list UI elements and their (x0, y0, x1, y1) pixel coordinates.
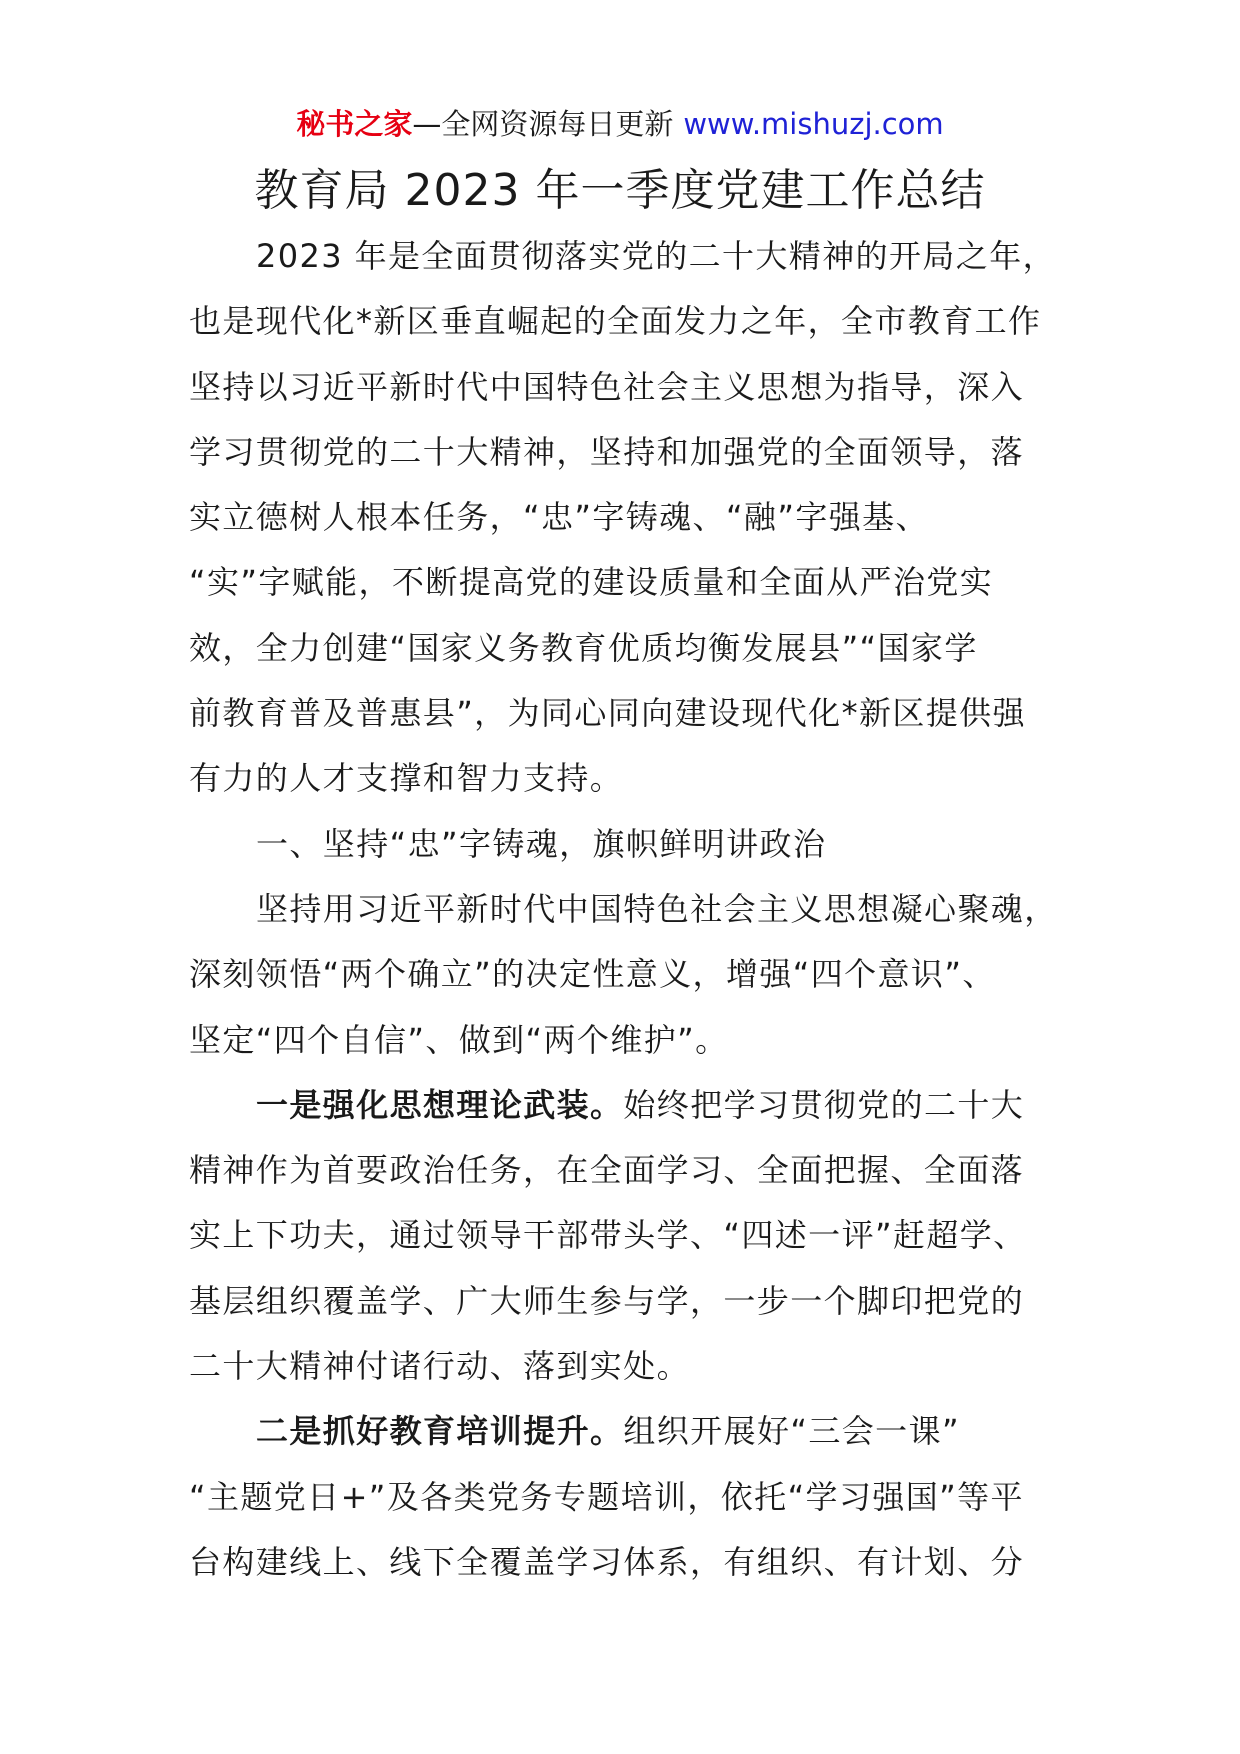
paragraph-line: 坚定“四个自信”、做到“两个维护”。 (189, 1020, 729, 1059)
paragraph-line: 深刻领悟“两个确立”的决定性意义，增强“四个意识”、 (189, 955, 996, 994)
paragraph-line: 效，全力创建“国家义务教育优质均衡发展县”“国家学 (189, 628, 978, 667)
paragraph-text: 始终把学习贯彻党的二十大 (623, 1085, 1025, 1124)
document-title: 教育局 2023 年一季度党建工作总结 (254, 165, 986, 216)
paragraph-line: “主题党日+”及各类党务专题培训，依托“学习强国”等平 (189, 1477, 1024, 1516)
paragraph-line: 精神作为首要政治任务，在全面学习、全面把握、全面落 (189, 1151, 1025, 1190)
header-url: www.mishuzj.com (683, 107, 944, 141)
paragraph-line: 学习贯彻党的二十大精神，坚持和加强党的全面领导，落 (189, 432, 1025, 471)
bold-lead: 二是抓好教育培训提升。 (256, 1412, 624, 1451)
item-paragraph-2 (189, 1399, 1069, 1595)
paragraph-line: 2023 年是全面贯彻落实党的二十大精神的开局之年， (256, 237, 1057, 275)
bold-lead: 一是强化思想理论武装。 (256, 1085, 624, 1124)
paragraph-line: “实”字赋能，不断提高党的建设质量和全面从严治党实 (189, 563, 994, 602)
brand-name: 秘书之家 (296, 107, 413, 141)
intro-paragraph (189, 224, 1069, 812)
paragraph-line: 坚持用习近平新时代中国特色社会主义思想凝心聚魂， (256, 889, 1058, 928)
section-heading: 一、坚持“忠”字铸魂，旗帜鲜明讲政治 (256, 824, 827, 863)
item-paragraph-1 (189, 1073, 1069, 1399)
site-header (0, 104, 1240, 144)
section-intro-paragraph (189, 877, 1069, 1073)
document-body (189, 224, 1069, 1595)
paragraph-line (189, 1399, 1069, 1464)
paragraph-line: 实立德树人根本任务，“忠”字铸魂、“融”字强基、 (189, 498, 929, 537)
paragraph-line: 坚持以习近平新时代中国特色社会主义思想为指导，深入 (189, 367, 1025, 406)
paragraph-line: 实上下功夫，通过领导干部带头学、“四述一评”赶超学、 (189, 1216, 1027, 1255)
paragraph-text: 组织开展好“三会一课” (623, 1412, 960, 1451)
paragraph-line: 台构建线上、线下全覆盖学习体系，有组织、有计划、分 (189, 1542, 1025, 1581)
paragraph-line: 二十大精神付诸行动、落到实处。 (189, 1347, 691, 1386)
paragraph-line: 前教育普及普惠县”，为同心同向建设现代化*新区提供强 (189, 694, 1026, 733)
header-tagline: —全网资源每日更新 (412, 107, 674, 141)
paragraph-line: 基层组织覆盖学、广大师生参与学，一步一个脚印把党的 (189, 1281, 1025, 1320)
paragraph-line: 有力的人才支撑和智力支持。 (189, 759, 624, 798)
paragraph-line (189, 1073, 1069, 1138)
paragraph-line: 也是现代化*新区垂直崛起的全面发力之年，全市教育工作 (189, 302, 1042, 341)
